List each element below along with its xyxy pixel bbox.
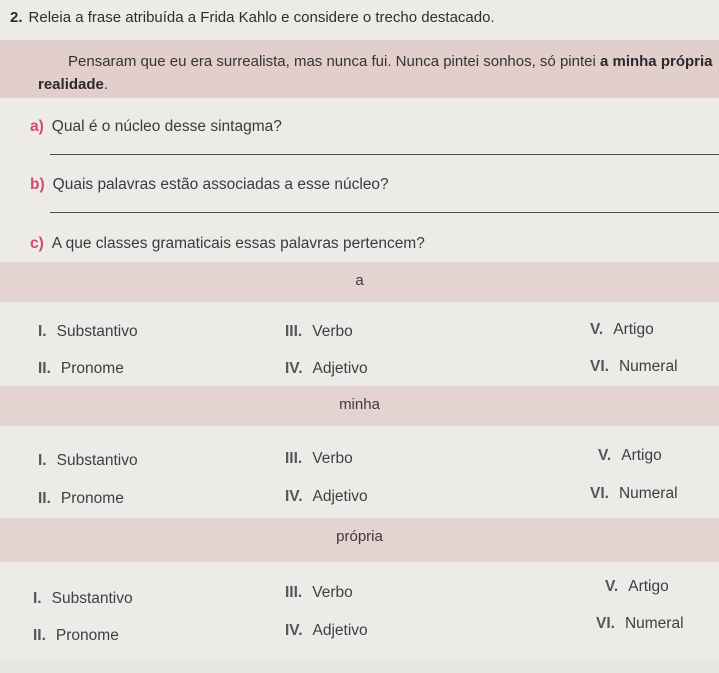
option-artigo[interactable] — [598, 447, 662, 465]
option-numeral[interactable] — [590, 485, 678, 503]
option-numeral: II. — [38, 490, 51, 507]
option-label: Substantivo — [51, 590, 133, 607]
word-label: minha — [339, 396, 380, 413]
option-numeral: VI. — [590, 358, 609, 375]
question-number: 2. — [10, 9, 23, 26]
option-label: Artigo — [628, 578, 669, 595]
option-numeral: I. — [33, 590, 42, 607]
option-label: Pronome — [60, 490, 124, 507]
item-text: Qual é o núcleo desse sintagma? — [51, 118, 282, 135]
option-numeral: III. — [285, 584, 303, 601]
option-numeral: V. — [605, 578, 619, 595]
option-adjetivo[interactable] — [285, 488, 368, 506]
option-label: Numeral — [618, 358, 678, 375]
item-letter: b) — [30, 176, 45, 193]
option-label: Verbo — [312, 323, 353, 340]
option-numeral: III. — [285, 323, 303, 340]
question-prompt: Releia a frase atribuída a Frida Kahlo e considere o trecho destacado. — [28, 9, 495, 26]
option-numeral: V. — [598, 447, 612, 464]
word-label: própria — [336, 528, 383, 545]
option-adjetivo[interactable] — [285, 622, 368, 640]
option-pronome[interactable] — [38, 490, 124, 508]
option-verbo[interactable] — [285, 323, 353, 341]
page-bottom-strip — [0, 660, 719, 673]
option-pronome[interactable] — [38, 360, 124, 378]
item-text: A que classes gramaticais essas palavras pertencem? — [51, 235, 425, 252]
word-label: a — [355, 272, 364, 289]
item-c — [30, 235, 425, 253]
option-label: Verbo — [312, 450, 353, 467]
option-label: Numeral — [618, 485, 678, 502]
option-numeral: VI. — [590, 485, 609, 502]
answer-line-b[interactable] — [50, 212, 719, 213]
option-pronome[interactable] — [33, 627, 119, 645]
option-numeral: I. — [38, 323, 47, 340]
option-artigo[interactable] — [605, 578, 669, 596]
option-label: Adjetivo — [312, 488, 368, 505]
option-adjetivo[interactable] — [285, 360, 368, 378]
option-substantivo[interactable] — [33, 590, 133, 608]
option-numeral: III. — [285, 450, 303, 467]
option-numeral: VI. — [596, 615, 615, 632]
word-band-propria — [0, 518, 719, 562]
option-label: Numeral — [624, 615, 684, 632]
option-label: Artigo — [621, 447, 662, 464]
option-label: Artigo — [613, 321, 654, 338]
item-letter: a) — [30, 118, 44, 135]
option-label: Adjetivo — [312, 360, 368, 377]
option-label: Pronome — [55, 627, 119, 644]
option-substantivo[interactable] — [38, 323, 138, 341]
word-band-a — [0, 262, 719, 302]
option-label: Verbo — [312, 584, 353, 601]
quote-highlight: a minha própria realidade — [38, 53, 713, 93]
option-numeral: V. — [590, 321, 604, 338]
option-verbo[interactable] — [285, 450, 353, 468]
quote-plain: Pensaram que eu era surrealista, mas nunca fui. Nunca pintei sonhos, só pintei — [68, 53, 600, 70]
option-numeral: IV. — [285, 360, 303, 377]
item-b — [30, 176, 389, 194]
question-title — [10, 9, 495, 26]
option-label: Adjetivo — [312, 622, 368, 639]
item-text: Quais palavras estão associadas a esse núcleo? — [52, 176, 389, 193]
option-label: Substantivo — [56, 323, 138, 340]
quote-text — [38, 50, 713, 96]
option-numeral: II. — [38, 360, 51, 377]
option-substantivo[interactable] — [38, 452, 138, 470]
option-numeral: IV. — [285, 622, 303, 639]
option-artigo[interactable] — [590, 321, 654, 339]
option-numeral: II. — [33, 627, 46, 644]
quote-end: . — [103, 76, 109, 93]
item-letter: c) — [30, 235, 44, 252]
option-numeral: IV. — [285, 488, 303, 505]
word-band-minha — [0, 386, 719, 426]
option-label: Substantivo — [56, 452, 138, 469]
item-a — [30, 118, 282, 136]
option-label: Pronome — [60, 360, 124, 377]
answer-line-a[interactable] — [50, 154, 719, 155]
option-numeral[interactable] — [596, 615, 684, 633]
option-verbo[interactable] — [285, 584, 353, 602]
option-numeral[interactable] — [590, 358, 678, 376]
option-numeral: I. — [38, 452, 47, 469]
